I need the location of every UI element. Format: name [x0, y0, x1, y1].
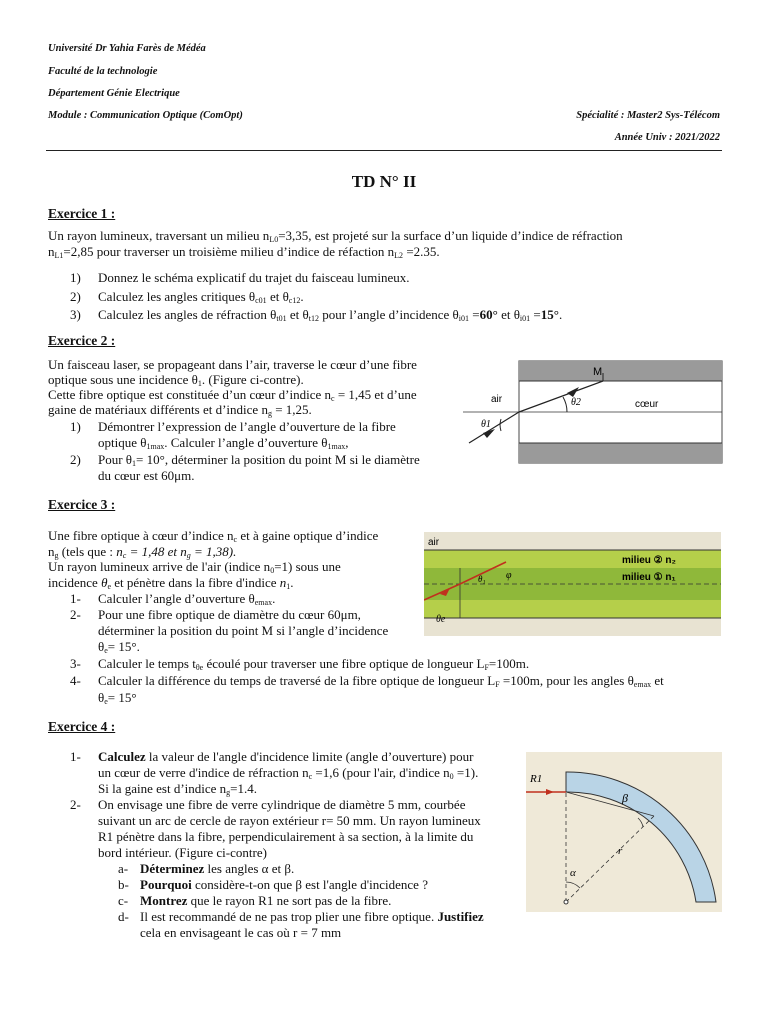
fig4-r-label: r — [618, 845, 623, 857]
specialty: Spécialité : Master2 Sys-Télécom — [576, 110, 720, 121]
fig3-air-label: air — [428, 537, 440, 548]
fig4-r1-label: R1 — [530, 773, 543, 785]
university-name: Université Dr Yahia Farès de Médéa — [48, 43, 206, 54]
exercise-4-question-1-cont: un cœur de verre d'indice de réfraction $n_c =1,6$ (pour l'air, d'indice $n_0 =1$). — [98, 765, 479, 781]
exercise-3-text-line-4: incidence $\theta_e$ et pénètre dans la fibre d'indice $n_1$. — [48, 575, 294, 591]
exercise-2-text-line-3: Cette fibre optique est constituée d’un cœur d’indice $n_c = 1,45$ et d’une — [48, 387, 417, 403]
fiber-refraction-figure — [463, 357, 725, 467]
fig3-milieu2-label: milieu ② n₂ — [622, 555, 676, 566]
exercise-4-sub-d-cont: cela en envisageant le cas où r = 7 mm — [140, 925, 342, 940]
fig2-theta1-label: θ1 — [481, 419, 491, 430]
exercise-1-question-1: 1) Donnez le schéma explicatif du trajet du faisceau lumineux. — [70, 270, 410, 285]
exercise-2-title: Exercice 2 : — [48, 333, 116, 348]
exercise-3-text-line-3: Un rayon lumineux arrive de l'air (indice $n_0=1$) sous une — [48, 559, 341, 575]
exercise-3-question-2: 2- Pour une fibre optique de diamètre du cœur 60μm, — [70, 607, 361, 622]
fig3-theta1-label: θ₁ — [478, 574, 486, 584]
fig2-core-label: cœur — [635, 399, 659, 410]
exercise-3-text-line-1: Une fibre optique à cœur d’indice $n_c$ et à gaine optique d’indice — [48, 528, 379, 544]
exercise-4-question-2-line-2: suivant un arc de cercle de rayon extérieur r= 50 mm. Un rayon lumineux — [98, 813, 481, 828]
exercise-1-text-line-2: $n_{L1}=2,85$ pour traverser un troisième milieu d’indice de réfaction $n_{L2} =2.35$. — [48, 244, 440, 260]
fig4-beta-label: β — [622, 791, 628, 805]
fig2-m-label: M — [593, 366, 603, 378]
exercise-3-question-1: 1- Calculer l’angle d’ouverture $\theta_{emax}$. — [70, 591, 276, 607]
exercise-3-question-3: 3- Calculer le temps $t_{\theta e}$ écoulé pour traverser une fibre optique de longueur $L_F=100m$. — [70, 656, 530, 672]
exercise-4-sub-c: c- Montrez que le rayon R1 ne sort pas de la fibre. — [118, 893, 392, 908]
exercise-1-question-3: 3) Calculez les angles de réfraction $\theta_{t01}$ et $\theta_{t12}$ pour l’angle d’incidence $\theta_{i01} =60^\circ$ et $\theta_{i01} =15^\circ$. — [70, 307, 563, 323]
fig2-theta2-label: θ2 — [571, 397, 581, 408]
exercise-2-question-1: 1) Démontrer l’expression de l’angle d’ouverture de la fibre — [70, 419, 396, 434]
exercise-2-text-line-1: Un faisceau laser, se propageant dans l’air, traverse le cœur d’une fibre — [48, 357, 417, 372]
module-name: Module : Communication Optique (ComOpt) — [48, 110, 243, 121]
exercise-3-text-line-2: $n_g$ (tels que : $n_c = 1,48$ et $n_g = 1,38$). — [48, 544, 237, 560]
bent-fiber-figure — [526, 752, 722, 912]
exercise-4-question-2-line-3: R1 pénètre dans la fibre, perpendiculairement à sa section, à la limite du — [98, 829, 474, 844]
exercise-4-sub-b: b- Pourquoi considère-t-on que β est l'angle d'incidence ? — [118, 877, 428, 892]
exercise-4-question-2-line-4: bord intérieur. (Figure ci-contre) — [98, 845, 267, 860]
exercise-1-title: Exercice 1 : — [48, 206, 116, 221]
exercise-2-question-2: 2) Pour $\theta_1= 10^\circ$, déterminer la position du point M si le diamètre — [70, 452, 420, 468]
fig3-milieu1-label: milieu ① n₁ — [622, 572, 676, 583]
fiber-core-cladding-figure — [424, 532, 721, 636]
fig4-alpha-label: α — [570, 867, 576, 879]
exercise-1-question-2: 2) Calculez les angles critiques $\theta_{c01}$ et $\theta_{c12}$. — [70, 289, 304, 305]
exercise-4-sub-d: d- Il est recommandé de ne pas trop plier une fibre optique. Justifiez — [118, 909, 484, 924]
exercise-3-question-2-cont2: $\theta_e= 15^\circ$. — [98, 639, 140, 655]
exercise-2-text-line-2: optique sous une incidence $\theta_1$. (Figure ci-contre). — [48, 372, 304, 388]
faculty-name: Faculté de la technologie — [48, 66, 158, 77]
exercise-4-question-2: 2- On envisage une fibre de verre cylindrique de diamètre 5 mm, courbée — [70, 797, 466, 812]
exercise-2-text-line-4: gaine de matériaux différents et d’indice $n_g = 1,25$. — [48, 402, 312, 418]
exercise-3-question-2-cont: déterminer la position du point M si l’angle d’incidence — [98, 623, 389, 638]
exercise-4-question-1-cont2: Si la gaine est d’indice $n_g=1.4$. — [98, 781, 258, 797]
exercise-3-question-4-cont: $\theta_e= 15^\circ$ — [98, 690, 137, 706]
department-name: Département Génie Electrique — [48, 88, 180, 99]
exercise-4-sub-a: a- Déterminez les angles α et β. — [118, 861, 295, 876]
fig2-air-label: air — [491, 394, 503, 405]
exercise-4-title: Exercice 4 : — [48, 719, 116, 734]
fig3-thetae-label: θe — [436, 614, 446, 625]
fig3-phi-label: φ — [506, 570, 512, 581]
exercise-1-text-line-1: Un rayon lumineux, traversant un milieu $n_{L0}=3,35$, est projeté sur la surface d’un liquide d’indice de réfraction — [48, 228, 623, 244]
exercise-4-question-1: 1- Calculez la valeur de l'angle d'incidence limite (angle d’ouverture) pour — [70, 749, 474, 764]
exercise-3-title: Exercice 3 : — [48, 497, 116, 512]
exercise-2-question-2-cont: du cœur est 60μm. — [98, 468, 195, 483]
page-title: TD N° II — [351, 172, 417, 191]
header-divider — [46, 150, 722, 151]
exercise-2-question-1-cont: optique $\theta_{1max}$. Calculer l’angle d’ouverture $\theta_{1max}$, — [98, 435, 349, 451]
exercise-3-question-4: 4- Calculer la différence du temps de traversé de la fibre optique de longueur $L_F =100m$, pour les angles $\theta_{emax}$ et — [70, 673, 664, 689]
academic-year: Année Univ : 2021/2022 — [614, 132, 720, 143]
